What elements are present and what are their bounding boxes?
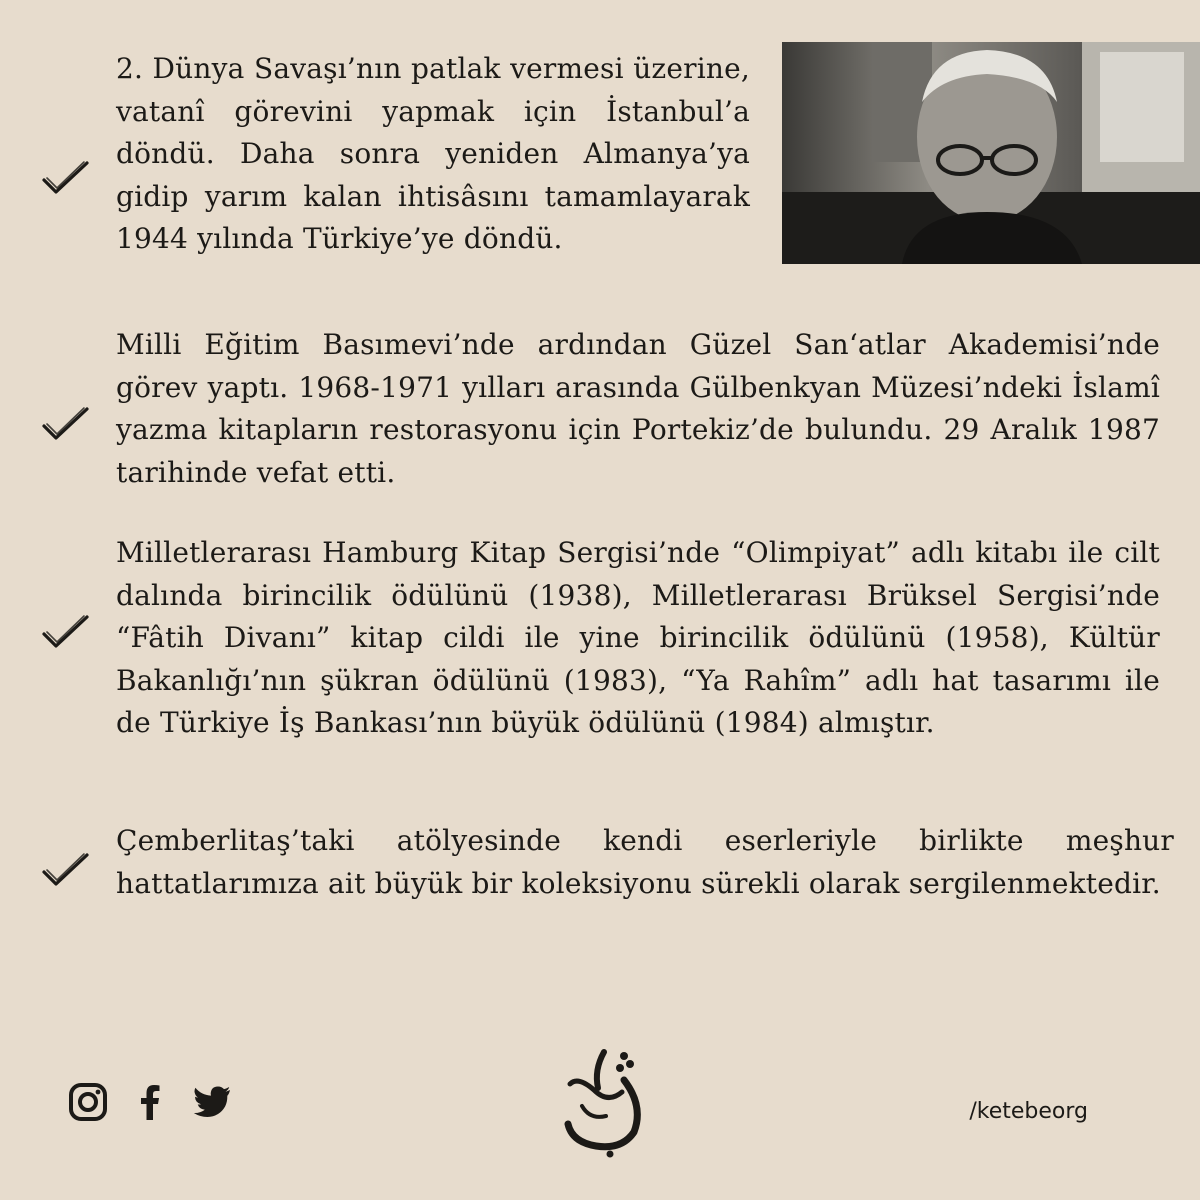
instagram-icon[interactable] — [68, 1082, 108, 1122]
check-icon — [40, 612, 92, 652]
twitter-icon[interactable] — [192, 1082, 232, 1122]
facebook-icon[interactable] — [130, 1082, 170, 1122]
check-icon — [40, 850, 92, 890]
check-icon — [40, 158, 92, 198]
social-handle[interactable]: /ketebeorg — [969, 1099, 1088, 1124]
bullet-text-4: Çemberlitaş’taki atölyesinde kendi eserleriyle birlikte meşhur hattatlarımıza ait büyük bir koleksiyonu sürekli olarak sergilenmektedir. — [116, 824, 1174, 900]
ketebe-calligraphy-logo — [560, 1046, 650, 1158]
check-icon — [40, 404, 92, 444]
bullet-text-2: Milli Eğitim Basımevi’nde ardından Güzel San‘atlar Akademisi’nde görev yaptı. 1968-1971 yılları arasında Gülbenkyan Müzesi’ndeki İslamî yazma kitapların restorasyonu için Portekiz’de bulundu. 29 Aralık 1987 tarihinde vefat etti. — [116, 328, 1160, 489]
portrait-photo — [782, 42, 1200, 264]
social-links — [68, 1080, 254, 1124]
bullet-text-3: Milletlerarası Hamburg Kitap Sergisi’nde “Olimpiyat” adlı kitabı ile cilt dalında birincilik ödülünü (1938), Milletlerarası Brüksel Sergisi’nde “Fâtih Divanı” kitap cildi ile yine birincilik ödülünü (1958), Kültür Bakanlığı’nın şükran ödülünü (1983), “Ya Rahîm” adlı hat tasarımı ile de Türkiye İş Bankası’nın büyük ödülünü (1984) almıştır. — [116, 536, 1160, 739]
bullet-text-1: 2. Dünya Savaşı’nın patlak vermesi üzerine, vatanî görevini yapmak için İstanbul’a döndü. Daha sonra yeniden Almanya’ya gidip yarım kalan ihtisâsını tamamlayarak 1944 yılında Türkiye’ye döndü. — [116, 52, 750, 255]
